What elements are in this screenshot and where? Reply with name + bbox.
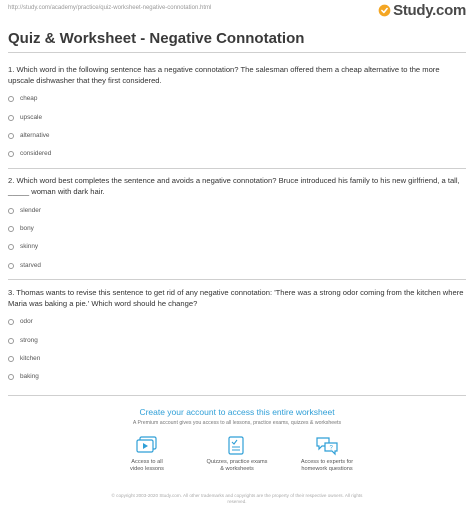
question-3-text: 3. Thomas wants to revise this sentence to get rid of any negative connotation: 'There was a strong odor coming from the kitchen where Maria was baking a pie.' Which word should he change? [8,288,464,308]
q3-option-4[interactable] [8,373,39,380]
radio-icon[interactable] [8,208,14,214]
radio-icon[interactable] [8,244,14,250]
title-divider [8,52,466,53]
question-divider [8,168,466,169]
q1-option-2[interactable] [8,114,42,121]
radio-icon[interactable] [8,374,14,380]
cta-title[interactable]: Create your account to access this entire worksheet [139,407,335,417]
radio-icon[interactable] [8,319,14,325]
radio-icon[interactable] [8,96,14,102]
option-label: upscale [20,114,43,121]
option-label: bony [20,225,34,232]
feature-label-line1: Access to experts for [300,459,354,465]
page-url: http://study.com/academy/practice/quiz-worksheet-negative-connotation.html [8,5,212,11]
copyright-footer [40,493,434,505]
q1-option-4[interactable] [8,150,51,157]
q1-option-1[interactable] [8,95,37,102]
feature-label-line1: Quizzes, practice exams [206,459,268,465]
option-label: alternative [20,132,50,139]
option-label: kitchen [20,355,41,362]
section-divider [8,395,466,396]
radio-icon[interactable] [8,263,14,269]
q2-option-3[interactable] [8,243,38,250]
option-label: starved [20,262,41,269]
radio-icon[interactable] [8,133,14,139]
question-2-text: 2. Which word best completes the sentence and avoids a negative connotation? Bruce introduced his family to his new girlfriend, a tall, _____ woman with dark hair. [8,176,460,196]
feature-label-line2: homework questions [301,466,353,472]
feature-label-line2: & worksheets [220,466,254,472]
question-divider [8,279,466,280]
option-label: slender [20,207,41,214]
radio-icon[interactable] [8,115,14,121]
option-label: considered [20,150,52,157]
option-label: odor [20,318,33,325]
option-label: strong [20,337,38,344]
feature-label-line2: video lessons [130,466,164,472]
radio-icon[interactable] [8,226,14,232]
q3-option-2[interactable] [8,337,38,344]
option-label: baking [20,373,39,380]
q3-option-3[interactable] [8,355,40,362]
study-logo-icon [378,4,391,17]
q2-option-1[interactable] [8,207,41,214]
feature-label-line1: Access to all [131,459,163,465]
logo-text: Study.com [393,2,466,19]
radio-icon[interactable] [8,151,14,157]
option-label: skinny [20,243,39,250]
q3-option-1[interactable] [8,318,33,325]
q2-option-4[interactable] [8,262,41,269]
study-logo[interactable] [378,2,466,19]
page-title: Quiz & Worksheet - Negative Connotation [8,30,305,47]
expert-chat-icon [315,436,339,456]
video-icon [136,436,158,456]
q2-option-2[interactable] [8,225,34,232]
radio-icon[interactable] [8,338,14,344]
svg-text:?: ? [329,445,333,452]
cta-subtitle: A Premium account gives you access to all lessons, practice exams, quizzes & worksheets [132,420,342,426]
copyright-line-1: © copyright 2003-2020 Study.com. All other trademarks and copyrights are the property of their respective owners. All rights [111,493,363,498]
radio-icon[interactable] [8,356,14,362]
feature-experts [272,436,382,473]
quiz-icon [227,436,247,456]
copyright-line-2: reserved. [227,499,247,504]
option-label: cheap [20,95,38,102]
q1-option-3[interactable] [8,132,50,139]
question-1-text: 1. Which word in the following sentence has a negative connotation? The salesman offered them a cheap alternative to the more upscale dishwasher that they first considered. [8,65,440,85]
